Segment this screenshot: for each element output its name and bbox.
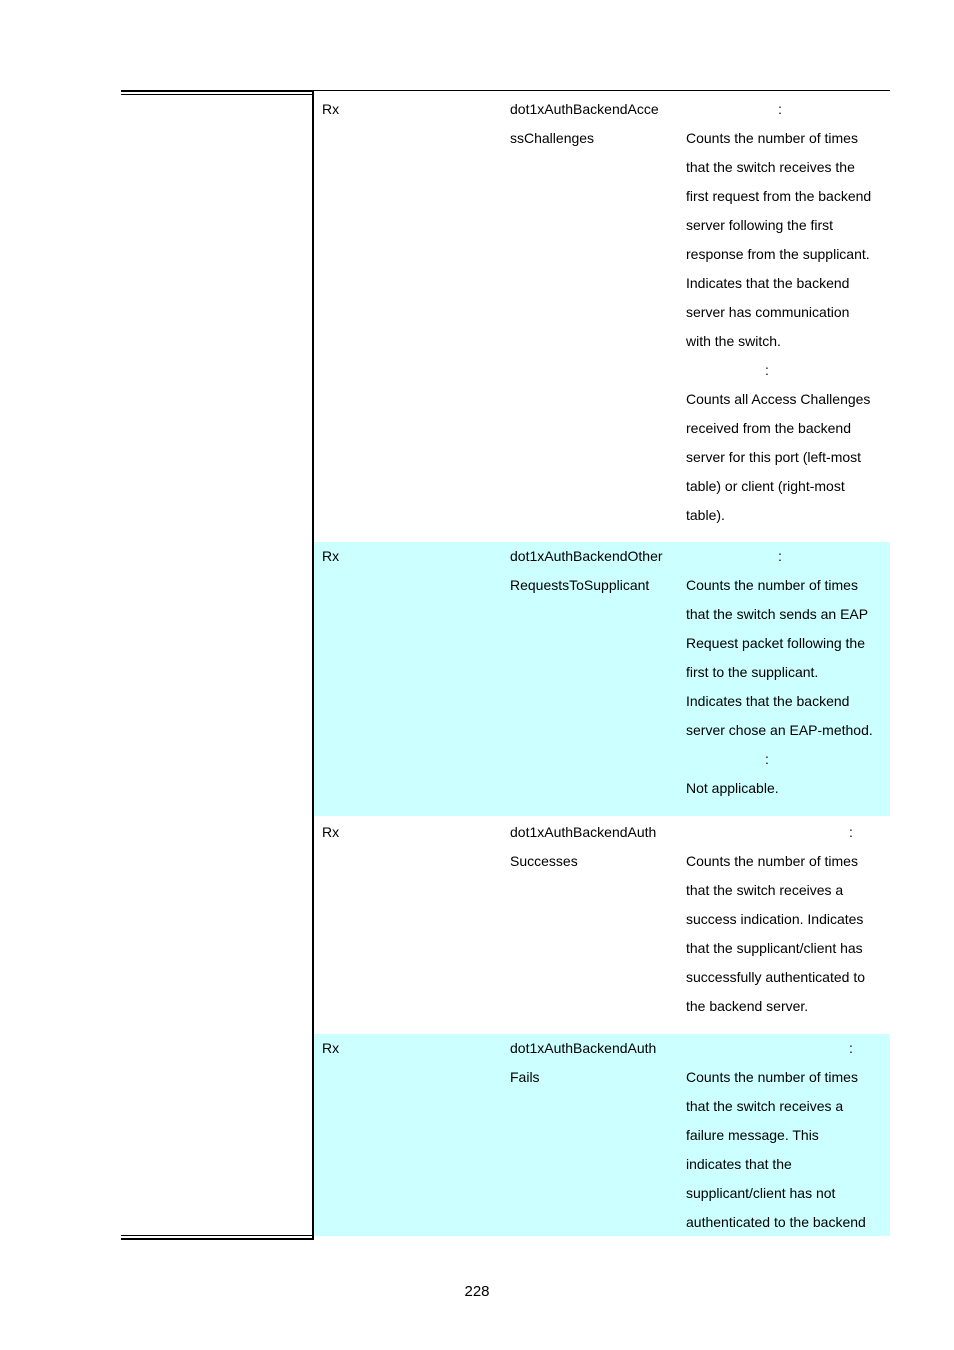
counter-name-line: dot1xAuthBackendAcce [510,101,659,117]
description-line: Counts the number of times [686,1069,858,1085]
description-heading: : [778,101,782,117]
description-line: first to the supplicant. [686,664,819,680]
direction-text: Rx [322,824,340,840]
direction-cell [322,542,502,571]
direction-cell [322,1034,502,1063]
counter-name-line: Fails [510,1069,540,1085]
description-line: server chose an EAP-method. [686,722,873,738]
description-line: table). [686,507,725,523]
description-line: Counts the number of times [686,130,858,146]
counter-cell [510,818,680,876]
description-cell [686,1034,886,1237]
table-bottom-rule-double [121,1238,314,1240]
counter-name-line: dot1xAuthBackendOther [510,548,663,564]
description-line: that the switch sends an EAP [686,606,869,622]
description-line: response from the supplicant. [686,246,870,262]
description-heading: : [778,548,782,564]
table-bottom-rule [121,1235,314,1236]
direction-cell [322,95,502,124]
counter-name-line: Successes [510,853,578,869]
table-row [314,91,890,542]
description-line: authenticated to the backend [686,1214,866,1230]
description-line: the backend server. [686,998,809,1014]
description-line: successfully authenticated to [686,969,865,985]
description-heading: : [765,362,769,378]
description-line: that the supplicant/client has [686,940,863,956]
description-heading: : [849,824,853,840]
table-top-rule [121,90,314,92]
description-line: supplicant/client has not [686,1185,836,1201]
description-cell [686,542,886,803]
counter-cell [510,95,680,153]
counter-name-line: ssChallenges [510,130,595,146]
counter-cell [510,1034,680,1092]
description-line: success indication. Indicates [686,911,864,927]
direction-text: Rx [322,1040,340,1056]
description-line: Request packet following the [686,635,865,651]
table-label-column [121,95,312,1235]
page-number: 228 [464,1283,490,1300]
description-line: table) or client (right-most [686,478,845,494]
description-line: Counts all Access Challenges [686,391,871,407]
description-heading: : [765,751,769,767]
table-body [314,91,890,1236]
description-line: Not applicable. [686,780,779,796]
description-line: server for this port (left-most [686,449,862,465]
description-line: Counts the number of times [686,577,858,593]
description-line: indicates that the [686,1156,792,1172]
counters-table [121,90,890,1241]
description-line: that the switch receives the [686,159,855,175]
description-line: server following the first [686,217,834,233]
description-line: Indicates that the backend [686,275,850,291]
direction-cell [322,818,502,847]
description-cell [686,95,886,530]
counter-name-line: dot1xAuthBackendAuth [510,824,657,840]
table-row [314,816,890,1034]
counter-name-line: dot1xAuthBackendAuth [510,1040,657,1056]
description-line: Counts the number of times [686,853,858,869]
description-line: that the switch receives a [686,1098,844,1114]
counter-name-line: RequestsToSupplicant [510,577,650,593]
description-line: first request from the backend [686,188,872,204]
direction-text: Rx [322,548,340,564]
description-line: failure message. This [686,1127,819,1143]
description-line: that the switch receives a [686,882,844,898]
counter-cell [510,542,680,600]
description-cell [686,818,886,1021]
direction-text: Rx [322,101,340,117]
table-row [314,1034,890,1236]
description-line: received from the backend [686,420,851,436]
table-row [314,542,890,816]
description-heading: : [849,1040,853,1056]
description-line: server has communication [686,304,850,320]
description-line: with the switch. [686,333,781,349]
description-line: Indicates that the backend [686,693,850,709]
